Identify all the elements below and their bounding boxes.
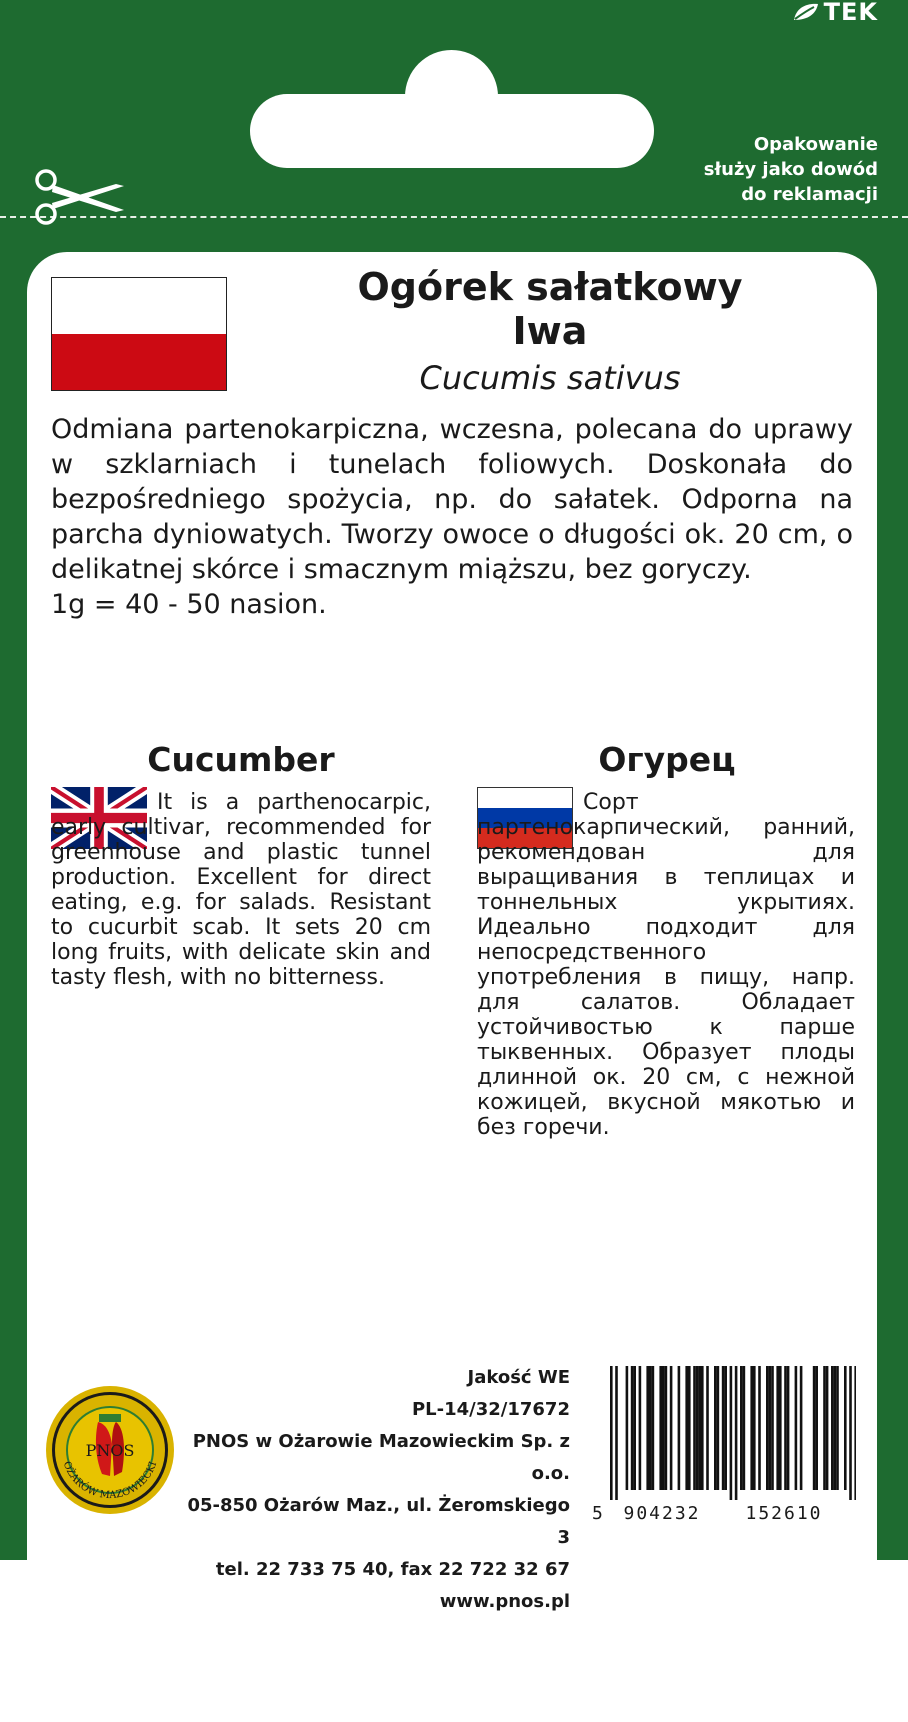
barcode-bar	[631, 1366, 634, 1490]
barcode-bar	[784, 1366, 787, 1490]
barcode-bar	[854, 1366, 856, 1500]
barcode-bar	[823, 1366, 826, 1490]
notice-line-1: Opakowanie	[753, 134, 878, 155]
scissors-icon	[32, 166, 132, 232]
barcode-bar	[639, 1366, 642, 1490]
registration-code: PL-14/32/17672	[411, 1399, 570, 1420]
logo-letters: PNOS	[85, 1441, 135, 1460]
company-name: PNOS w Ożarowie Mazowieckim Sp. z o.o.	[192, 1431, 570, 1484]
barcode-bar	[701, 1366, 704, 1490]
barcode-bar	[646, 1366, 649, 1490]
cut-line	[0, 216, 908, 218]
poland-flag-icon	[51, 277, 227, 391]
barcode-bar	[670, 1366, 673, 1490]
barcode-bar	[776, 1366, 779, 1490]
company-info	[180, 1362, 570, 1618]
russian-description: Сорт партенокарпический, ранний, рекомендован для выращивания в теплицах и тоннельных укрытиях. Идеально подходит для непосредственного употребления в пищу, напр. для салатов. Обладает устойчивостью к парше тыквенных. Образует плоды длинной ок. 20 см, с нежной кожицей, вкусной мякотью и без горечи.	[477, 790, 855, 1140]
barcode-bar	[836, 1366, 839, 1490]
hang-hole	[250, 94, 654, 168]
barcode-bar	[813, 1366, 816, 1490]
barcode-bar	[688, 1366, 691, 1490]
description-pl	[51, 412, 853, 622]
barcode-bar	[665, 1366, 668, 1490]
barcode-bar	[659, 1366, 662, 1490]
barcode-bar	[662, 1366, 665, 1490]
barcode-bar	[750, 1366, 753, 1490]
barcode-right-digits: 152610	[745, 1503, 823, 1524]
barcode-bar	[844, 1366, 847, 1490]
barcode-bar	[849, 1366, 852, 1500]
company-phone: tel. 22 733 75 40, fax 22 722 32 67	[215, 1559, 570, 1580]
seed-count: 1g = 40 - 50 nasion.	[51, 589, 327, 620]
barcode-bar	[831, 1366, 834, 1490]
barcode-bar	[730, 1366, 733, 1500]
english-description: It is a parthenocarpic, early cultivar, recommended for greenhouse and plastic tunnel production. Excellent for direct eating, e.g. for salads. Resistant to cucurbit scab. It sets 20 cm long fruits, with delicate skin and tasty flesh, with no bitterness.	[51, 790, 431, 990]
barcode-bar	[769, 1366, 772, 1490]
quality-label: Jakość WE	[467, 1367, 570, 1388]
barcode-bar	[649, 1366, 652, 1490]
barcode-bar	[652, 1366, 655, 1490]
barcode-bar	[834, 1366, 837, 1490]
barcode-bar	[740, 1366, 743, 1490]
barcode-bar	[693, 1366, 696, 1490]
barcode-bar	[724, 1366, 727, 1490]
barcode-bar	[779, 1366, 782, 1490]
company-website: www.pnos.pl	[439, 1591, 570, 1612]
barcode-bar	[771, 1366, 774, 1490]
russian-title: Огурец	[598, 740, 736, 779]
brand-text: TEK	[823, 0, 878, 26]
barcode-bar	[826, 1366, 829, 1490]
barcode-bar	[678, 1366, 681, 1490]
barcode-first-digit: 5	[592, 1503, 603, 1524]
barcode-bar	[714, 1366, 717, 1490]
barcode-bar	[815, 1366, 818, 1490]
notice-line-3: do reklamacji	[741, 184, 878, 205]
barcode-bar	[743, 1366, 746, 1490]
barcode-bar	[610, 1366, 613, 1500]
barcode-bar	[698, 1366, 701, 1490]
variety-name: Iwa	[512, 309, 588, 353]
notice-line-2: służy jako dowód	[703, 159, 878, 180]
barcode-bar	[800, 1366, 803, 1490]
latin-name: Cucumis sativus	[419, 359, 681, 397]
barcode-bar	[735, 1366, 738, 1500]
barcode-bar	[696, 1366, 699, 1490]
barcode-bar	[795, 1366, 798, 1490]
description-text: Odmiana partenokarpiczna, wczesna, polecana do uprawy w szklarniach i tunelach foliowych. Doskonała do bezpośredniego spożycia, np. do sałatek. Odporna na parcha dyniowatych. Tworzy owoce o długości ok. 20 cm, o delikatnej skórce i smacznym miąższu, bez goryczy.	[51, 414, 853, 585]
barcode-bar	[626, 1366, 629, 1490]
leaf-icon	[790, 2, 820, 22]
barcode-bar	[766, 1366, 769, 1490]
packaging-notice	[704, 132, 878, 207]
barcode-bar	[753, 1366, 756, 1490]
barcode-left-digits: 904232	[623, 1503, 701, 1524]
barcode-bar	[706, 1366, 709, 1490]
barcode-bar	[633, 1366, 636, 1490]
barcode-bar	[758, 1366, 761, 1490]
barcode-bar	[787, 1366, 790, 1490]
english-title: Cucumber	[147, 740, 335, 779]
barcode	[586, 1364, 856, 1524]
barcode-bar	[717, 1366, 720, 1490]
barcode-bar	[685, 1366, 688, 1490]
barcode-bar	[615, 1366, 618, 1500]
company-address: 05-850 Ożarów Maz., ul. Żeromskiego 3	[187, 1495, 570, 1548]
barcode-bar	[722, 1366, 725, 1490]
pnos-logo	[44, 1384, 176, 1516]
product-title: Ogórek sałatkowy	[357, 265, 743, 309]
logo-ring-text: OŻARÓW MAZOWIECKI	[60, 1459, 160, 1502]
